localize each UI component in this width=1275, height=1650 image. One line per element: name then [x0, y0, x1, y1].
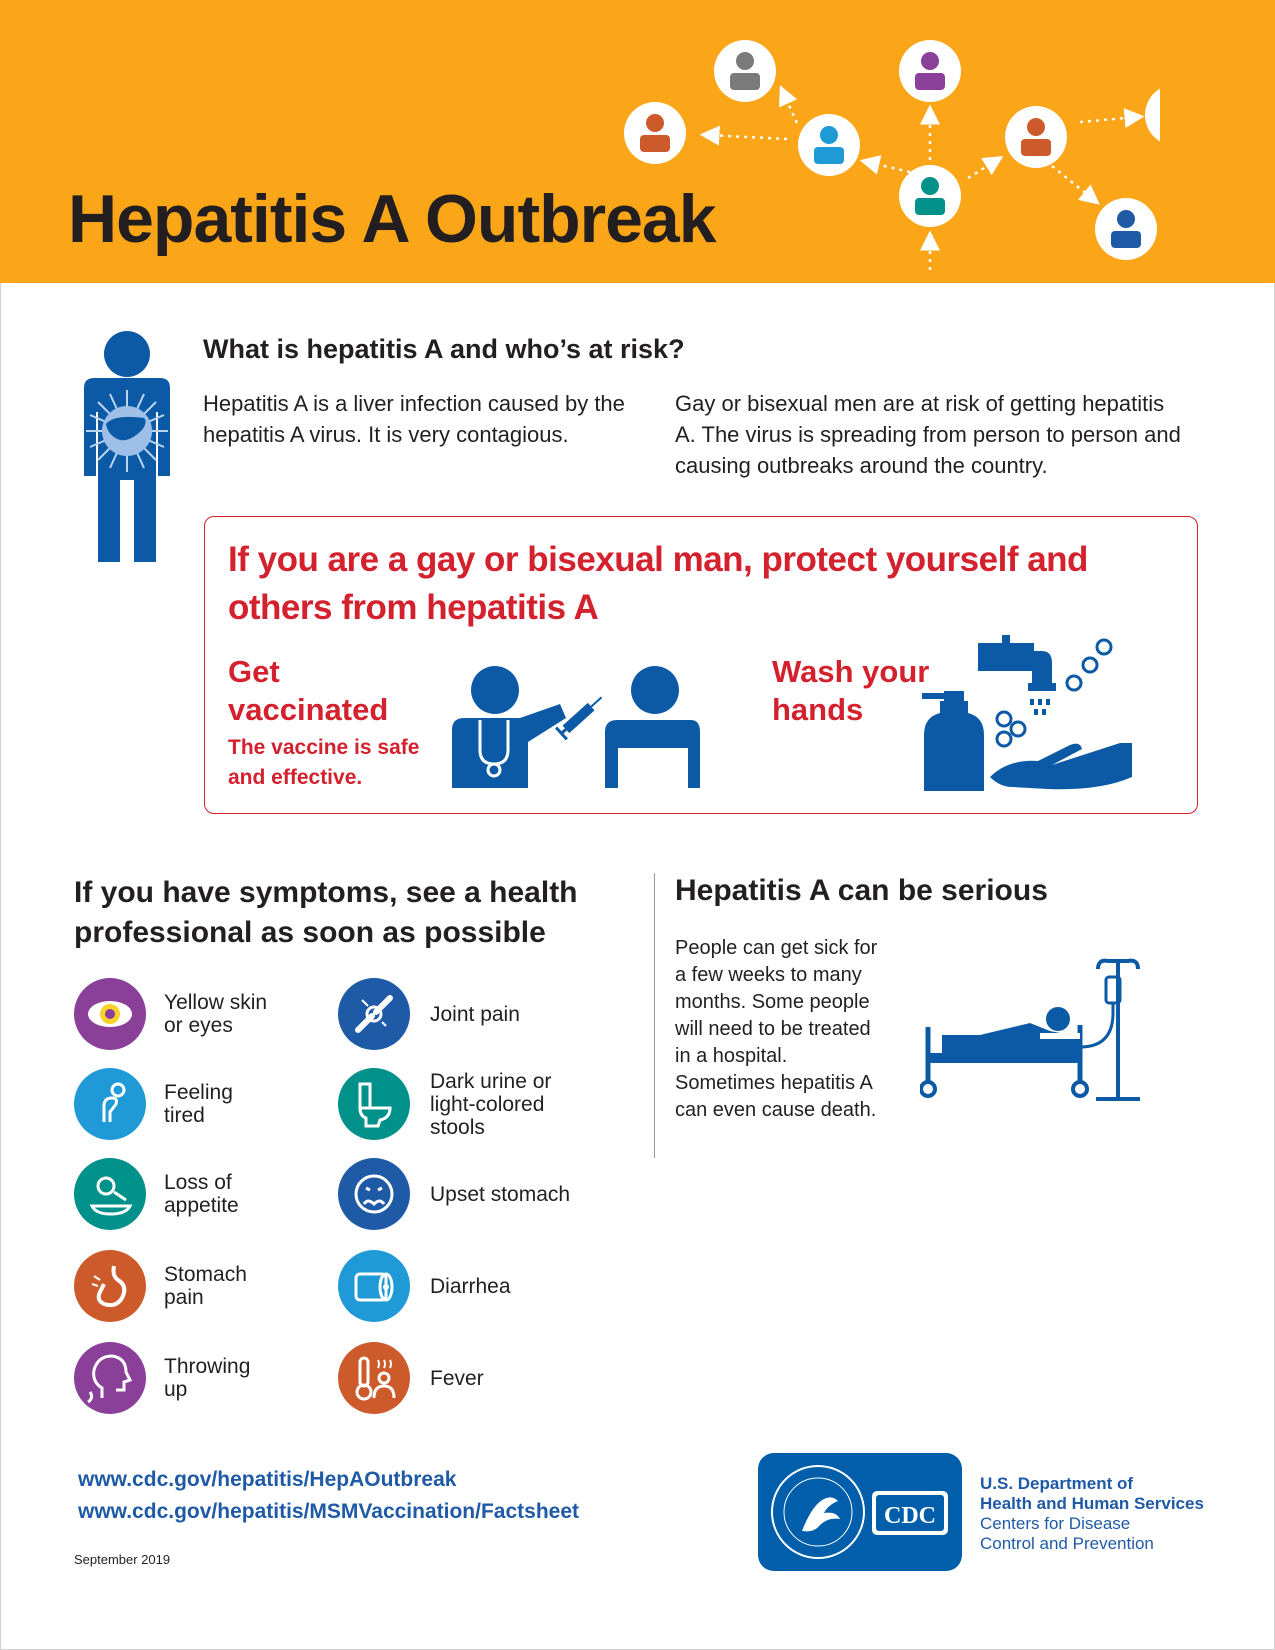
- symptom-label: Joint pain: [430, 1002, 520, 1026]
- stomach-icon: [74, 1250, 146, 1322]
- cdc-logo-text: CDC: [884, 1503, 936, 1529]
- hhs-org-name: [980, 1474, 1204, 1554]
- hepa-outbreak-link[interactable]: www.cdc.gov/hepatitis/HepAOutbreak: [78, 1468, 457, 1491]
- vaccine-safe-note: The vaccine is safe and effective.: [228, 736, 420, 789]
- toilet-icon: [338, 1068, 410, 1140]
- upset-face-icon: [338, 1158, 410, 1230]
- appetite-icon: [74, 1158, 146, 1230]
- hhs-seal-icon: [758, 1453, 962, 1571]
- person-node-blue: [798, 114, 860, 176]
- joint-icon: [338, 978, 410, 1050]
- page-title: Hepatitis A Outbreak: [68, 181, 716, 257]
- publication-date: September 2019: [74, 1552, 171, 1567]
- section-divider: [654, 873, 655, 1158]
- human-liver-icon: [72, 330, 182, 565]
- person-node-teal-right: [1145, 84, 1160, 146]
- outbreak-network-graphic: [600, 0, 1160, 283]
- risk-description: Gay or bisexual men are at risk of getting hepatitis A. The virus is spreading from person to person and causing outbreaks around the country.: [675, 391, 1181, 478]
- symptom-label: Loss of appetite: [164, 1171, 239, 1217]
- symptom-label: Yellow skin or eyes: [164, 991, 268, 1037]
- wash-hands-label: Wash your hands: [772, 654, 930, 727]
- tired-person-icon: [74, 1068, 146, 1140]
- person-node-orange-left: [624, 102, 686, 164]
- hospital-bed-icon: [920, 955, 1170, 1105]
- person-node-navy: [1095, 198, 1157, 260]
- symptoms-heading: If you have symptoms, see a health professional as soon as possible: [74, 876, 578, 949]
- serious-heading: Hepatitis A can be serious: [675, 874, 1048, 907]
- serious-description: People can get sick for a few weeks to many months. Some people will need to be treated in a hospital. Sometimes hepatitis A can even cause death.: [675, 937, 878, 1121]
- handwashing-icon: [920, 635, 1135, 795]
- msm-vaccination-link[interactable]: www.cdc.gov/hepatitis/MSMVaccination/Factsheet: [78, 1500, 580, 1523]
- vaccination-icon: [450, 664, 700, 794]
- org-line-1: U.S. Department of: [980, 1474, 1134, 1493]
- person-node-purple: [899, 40, 961, 102]
- symptom-label: Diarrhea: [430, 1274, 511, 1298]
- person-node-orange-right: [1005, 106, 1067, 168]
- org-line-3: Centers for Disease: [980, 1514, 1131, 1533]
- org-line-2: Health and Human Services: [980, 1494, 1204, 1513]
- person-node-teal-center: [899, 165, 961, 227]
- what-description: Hepatitis A is a liver infection caused by the hepatitis A virus. It is very contagious.: [203, 391, 625, 447]
- symptom-label: Dark urine or light-colored stools: [430, 1069, 552, 1139]
- eye-icon: [74, 978, 146, 1050]
- what-heading: What is hepatitis A and who’s at risk?: [203, 334, 685, 364]
- person-node-gray: [714, 40, 776, 102]
- symptom-label: Upset stomach: [430, 1182, 571, 1206]
- symptom-label: Throwing up: [164, 1355, 251, 1401]
- hhs-cdc-logo: [758, 1453, 962, 1571]
- symptom-label: Fever: [430, 1366, 484, 1390]
- symptom-label: Feeling tired: [164, 1081, 233, 1127]
- get-vaccinated-label: Get vaccinated: [228, 654, 389, 727]
- protect-title: If you are a gay or bisexual man, protect yourself and others from hepatitis A: [228, 540, 1088, 627]
- toilet-paper-icon: [338, 1250, 410, 1322]
- thermometer-icon: [338, 1342, 410, 1414]
- symptom-label: Stomach pain: [164, 1263, 247, 1309]
- org-line-4: Control and Prevention: [980, 1534, 1154, 1553]
- vomit-icon: [74, 1342, 146, 1414]
